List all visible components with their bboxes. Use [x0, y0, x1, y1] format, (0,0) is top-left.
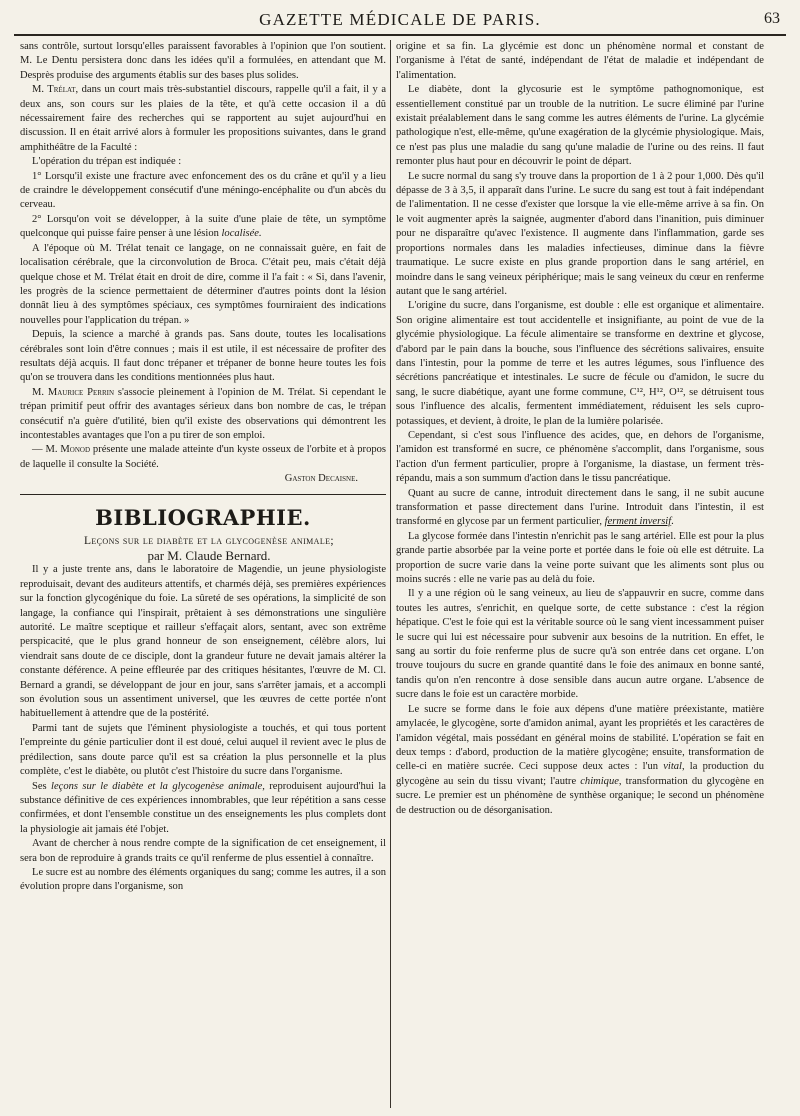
paragraph-text: , reproduisent aujourd'hui la substance définitive de ces expériences innombrables, que leur répétition a sans cesse confirmées, et dont l'ensemble constitue un des enseignements les plus complets dont la physiologie ait jamais été l'objet.: [20, 780, 386, 835]
paragraph: [20, 386, 386, 444]
journal-title: GAZETTE MÉDICALE DE PARIS.: [259, 10, 541, 29]
emphasis-text: vital: [663, 761, 682, 773]
column-divider: [390, 40, 391, 1108]
paragraph-text: présente une malade atteinte d'un kyste osseux de l'orbite et à propos de laquelle il consulte la Société.: [20, 444, 386, 470]
paragraph: Cependant, si c'est sous l'influence des acides, que, en dehors de l'organisme, l'amidon est transformé en sucre, ce phénomène s'accomplit, dans l'organisme, sous l'action d'un ferment particulier, propre à l'organisme, la diastase, un ferment très-répandu, mais a son summum d'action dans le tissu pancréatique.: [396, 429, 764, 485]
paragraph: Le diabète, dont la glycosurie est le symptôme pathognomonique, est essentiellement constitué par un trouble de la nutrition. Le sucre éliminé par l'urine existait préalablement dans le sang comme les autres éléments de l'urine. La glycémie pathologique n'est, elle-même, qu'une exagération de la glycémie physiologique. Mais, ce n'est pas plus une maladie du sang qu'une maladie de l'urine ou des reins. Il faut remonter plus haut pour en découvrir le point de départ.: [396, 84, 764, 168]
paragraph: La glycose formée dans l'intestin n'enrichit pas le sang artériel. Elle est pour la plus grande partie absorbée par la veine porte et portée dans le foie où elle est détruite. La proportion de sucre varie dans la veine porte suivant que les aliments sont plus ou moins sucrés : elle ne varie pas au delà du foie.: [396, 530, 764, 586]
section-title: BIBLIOGRAPHIE.: [95, 504, 311, 530]
right-column: [396, 40, 764, 1110]
speaker-name: M. Monod: [45, 444, 91, 456]
paragraph: origine et sa fin. La glycémie est donc un phénomène normal et constant de l'organisme à l'état de santé, indépendant de l'état de maladie et indépendant de l'alimentation.: [396, 41, 764, 81]
left-column: [20, 40, 386, 1110]
book-author: par M. Claude Bernard.: [147, 548, 271, 563]
paragraph: Le sucre est au nombre des éléments organiques du sang; comme les autres, il a son évolution propre dans l'organisme, son: [20, 866, 386, 893]
speaker-name: M. Trélat: [32, 84, 76, 96]
paragraph: [396, 703, 764, 818]
paragraph: [20, 83, 386, 155]
emphasis-text: localisée.: [221, 228, 262, 240]
paragraph: Il y a juste trente ans, dans le laboratoire de Magendie, un jeune physiologiste reproduisait, devant des auditeurs attentifs, et charmés déjà, ses premières expériences sur la fonction glycogénique du foie. La sûreté de ses opérations, la simplicité de son langage, la confiance qui l'inspirait, prêtaient à ses démonstrations une singulière autorité. Le maître sceptique et railleur s'effaçait alors, sentant, avec son extrême perspicacité, que le plus grand honneur de son enseignement, célèbre alors, lui viendrait sans doute de ce disciple, dont la grandeur future ne devait jamais altérer la constante déférence. A peine effleurée par des critiques hésitantes, l'œuvre de M. Cl. Bernard a grandi, se développant de jour en jour, sans s'arrêter jamais, et a accompli son évolution sous un assentiment universel, que les œuvres de cette portée n'ont habituellement à attendre que de la postérité.: [20, 564, 386, 720]
paragraph: A l'époque où M. Trélat tenait ce langage, on ne connaissait guère, en fait de localisation cérébrale, que la circonvolution de Broca. C'était peu, mais c'était déjà quelque chose et M. Trélat était en droit de dire, comme il l'a fait : « Si, dans l'avenir, les progrès de la science permettaient de déterminer d'autres points dont la lésion donnât lieu à des symptômes spéciaux, ces symptômes fourniraient des indications nouvelles pour l'application du trépan. »: [20, 242, 386, 326]
paragraph-text: 2° Lorsqu'on voit se développer, à la suite d'une plaie de tête, un symptôme quelconque qui puisse faire penser à une lésion: [20, 213, 386, 240]
paragraph-text: Le sucre se forme dans le foie aux dépens d'une matière préexistante, matière amylacée, le glycogène, sorte d'amidon animal, ayant les propriétés et les caractères de l'amidon végétal, mais possédant en général moins de stabilité. L'opération se fait en deux temps : d'abord, production de la matière glycogène; ensuite, transformation de celle-ci en matière sucrée. Ceci suppose deux actes : l'un: [396, 703, 764, 773]
paragraph: L'origine du sucre, dans l'organisme, est double : elle est organique et alimentaire. Son origine alimentaire est tout accidentelle et insignifiante, au point de vue de la glycémie physiologique. La fécule alimentaire se transforme en dextrine et glycose, d'abord par le pain dans la bouche, sous l'influence des sécrétions salivaires, ensuite dans l'intestin, pour la pomme de terre et les autres légumes, sous l'influence des sécrétions pancréatique et intestinales. Le sucre de fécule ou d'amidon, le sucre du sang, le sucre diabétique, ayant une forme commune, C¹², H¹², O¹², se détruisent tous sous l'influence des alcalis, fermentent immédiatement, réduisent les sels cupro-potassiques, et devient, à droite, le plan de la lumière polarisée.: [396, 300, 764, 427]
emphasis-text: ferment inversif: [604, 516, 672, 528]
paragraph-text: , transformation du glycogène en sucre. Le premier est un phénomène de synthèse organique; le second un phénomène de destruction ou de désorganisation.: [396, 775, 764, 816]
section-separator: [20, 494, 386, 495]
page-header: [14, 4, 786, 36]
paragraph: Le sucre normal du sang s'y trouve dans la proportion de 1 à 2 pour 1,000. Dès qu'il dépasse de 3 à 3,5, il apparaît dans l'urine. Le sucre du sang est tout à fait indépendant de l'alimentation. Il ne cesse d'exister que lorsque la vie elle-même arrive à sa fin. On le voit augmenter après la saignée, augmenter d'abord dans l'inanition, puis diminuer pour ne disparaître qu'avec l'existence. Il augmente dans l'inflammation, garde ses proportions normales dans les maladies infectieuses, diminue dans la fièvre traumatique. Le sucre existe en plus grande proportion dans le sang artériel, en moindre dans le sang veineux périphérique; mais le sang veineux du cœur en renferme autant que le sang artériel.: [396, 170, 764, 297]
paragraph-text: , dans un court mais très-substantiel discours, rappelle qu'il a fait, il y a deux ans, son cours sur les plaies de la tête, et qu'à cette occasion il a dû nécessairement faire des recherches qui se rapportent au sujet aujourd'hui en discussion. Il en était arrivé alors à formuler les propositions suivantes, dans le grand amphithéâtre de la Faculté :: [20, 84, 386, 153]
paragraph-text: Ses: [32, 780, 52, 792]
paragraph: 1° Lorsqu'il existe une fracture avec enfoncement des os du crâne et qu'il y a lieu de craindre le développement consécutif d'une méningo-encéphalite ou d'un abcès du cerveau.: [20, 170, 386, 211]
author-signature: Gaston Decaisne.: [284, 473, 358, 485]
paragraph: L'opération du trépan est indiquée :: [32, 156, 182, 168]
book-title: Leçons sur le diabète et la glycogenèse animale;: [83, 535, 335, 547]
paragraph: Depuis, la science a marché à grands pas. Sans doute, toutes les localisations cérébrales sont loin d'être connues ; mais il est utile, il est nécessaire de profiter des resultats déjà acquis. Il faut donc trépaner et trépaner de bonne heure toutes les fois qu'on se trouvera dans les conditions mentionnées plus haut.: [20, 329, 386, 384]
emphasis-text: chimique: [580, 775, 619, 787]
paragraph-text: , la production du glycogène au sein du tissu vivant; l'autre: [396, 761, 764, 787]
paragraph: Avant de chercher à nous rendre compte de la signification de cet enseignement, il sera bon de reproduire à grands traits ce qu'il renferme de plus essentiel à connaître.: [20, 838, 386, 864]
paragraph: sans contrôle, surtout lorsqu'elles paraissent favorables à l'opinion que l'on soutient. M. Le Dentu persistera donc dans les idées qu'il a formulées, en attendant que M. Desprès produise des arguments établis sur des bases plus solides.: [20, 41, 386, 81]
page-number: 63: [764, 10, 780, 27]
book-title-reference: leçons sur le diabète et la glycogenèse animale: [51, 780, 263, 792]
paragraph: [20, 213, 386, 242]
paragraph-text: Quant au sucre de canne, introduit directement dans le sang, il ne subit aucune transformation et passe directement dans l'urine. Introduit dans l'intestin, il est transformé en glycose par un ferment particulier,: [396, 487, 764, 528]
paragraph-text: .: [671, 516, 674, 528]
paragraph-text: s'associe pleinement à l'opinion de M. Trélat. Si cependant le trépan primitif peut offrir des avantages sérieux dans bon nombre de cas, le trépan consécutif n'a guère d'utilité, bien qu'il existe des observations qui démontrent les incontestables avantages que l'on a pu tirer de son emploi.: [20, 386, 386, 441]
speaker-name: M. Maurice Perrin: [32, 386, 115, 398]
paragraph: Il y a une région où le sang veineux, au lieu de s'appauvrir en sucre, comme dans toutes les autres, s'enrichit, en quelque sorte, de cette substance : c'est la région hépatique. C'est le foie qui est la véritable source où le sang vient incessamment puiser le sucre qui lui est nécessaire pour subvenir aux besoins de la nutrition. En effet, le sang au sortir du foie renferme plus de sucre qu'à son entrée dans cet organe. L'on trouve toujours du sucre en grande quantité dans le foie des animaux en bonne santé, tandis qu'on n'en rencontre à dose sensible dans aucun autre organe. L'absence de sucre dans le foie est un caractère morbide.: [396, 588, 764, 701]
paragraph: — M. Monod présente une malade atteinte d'un kyste osseux de l'orbite et à propos de laquelle il consulte la Société.: [20, 444, 386, 470]
paragraph: [396, 487, 764, 530]
paragraph: [20, 780, 386, 838]
paragraph: Parmi tant de sujets que l'éminent physiologiste a touchés, et qui tous portent l'empreinte du génie particulier dont il est doué, celui auquel il revient avec le plus de prédilection, sans doute parce qu'il est sa création la plus personnelle et la plus complète, c'est le diabète, ou plutôt c'est l'histoire du sucre dans l'organisme.: [20, 722, 386, 778]
